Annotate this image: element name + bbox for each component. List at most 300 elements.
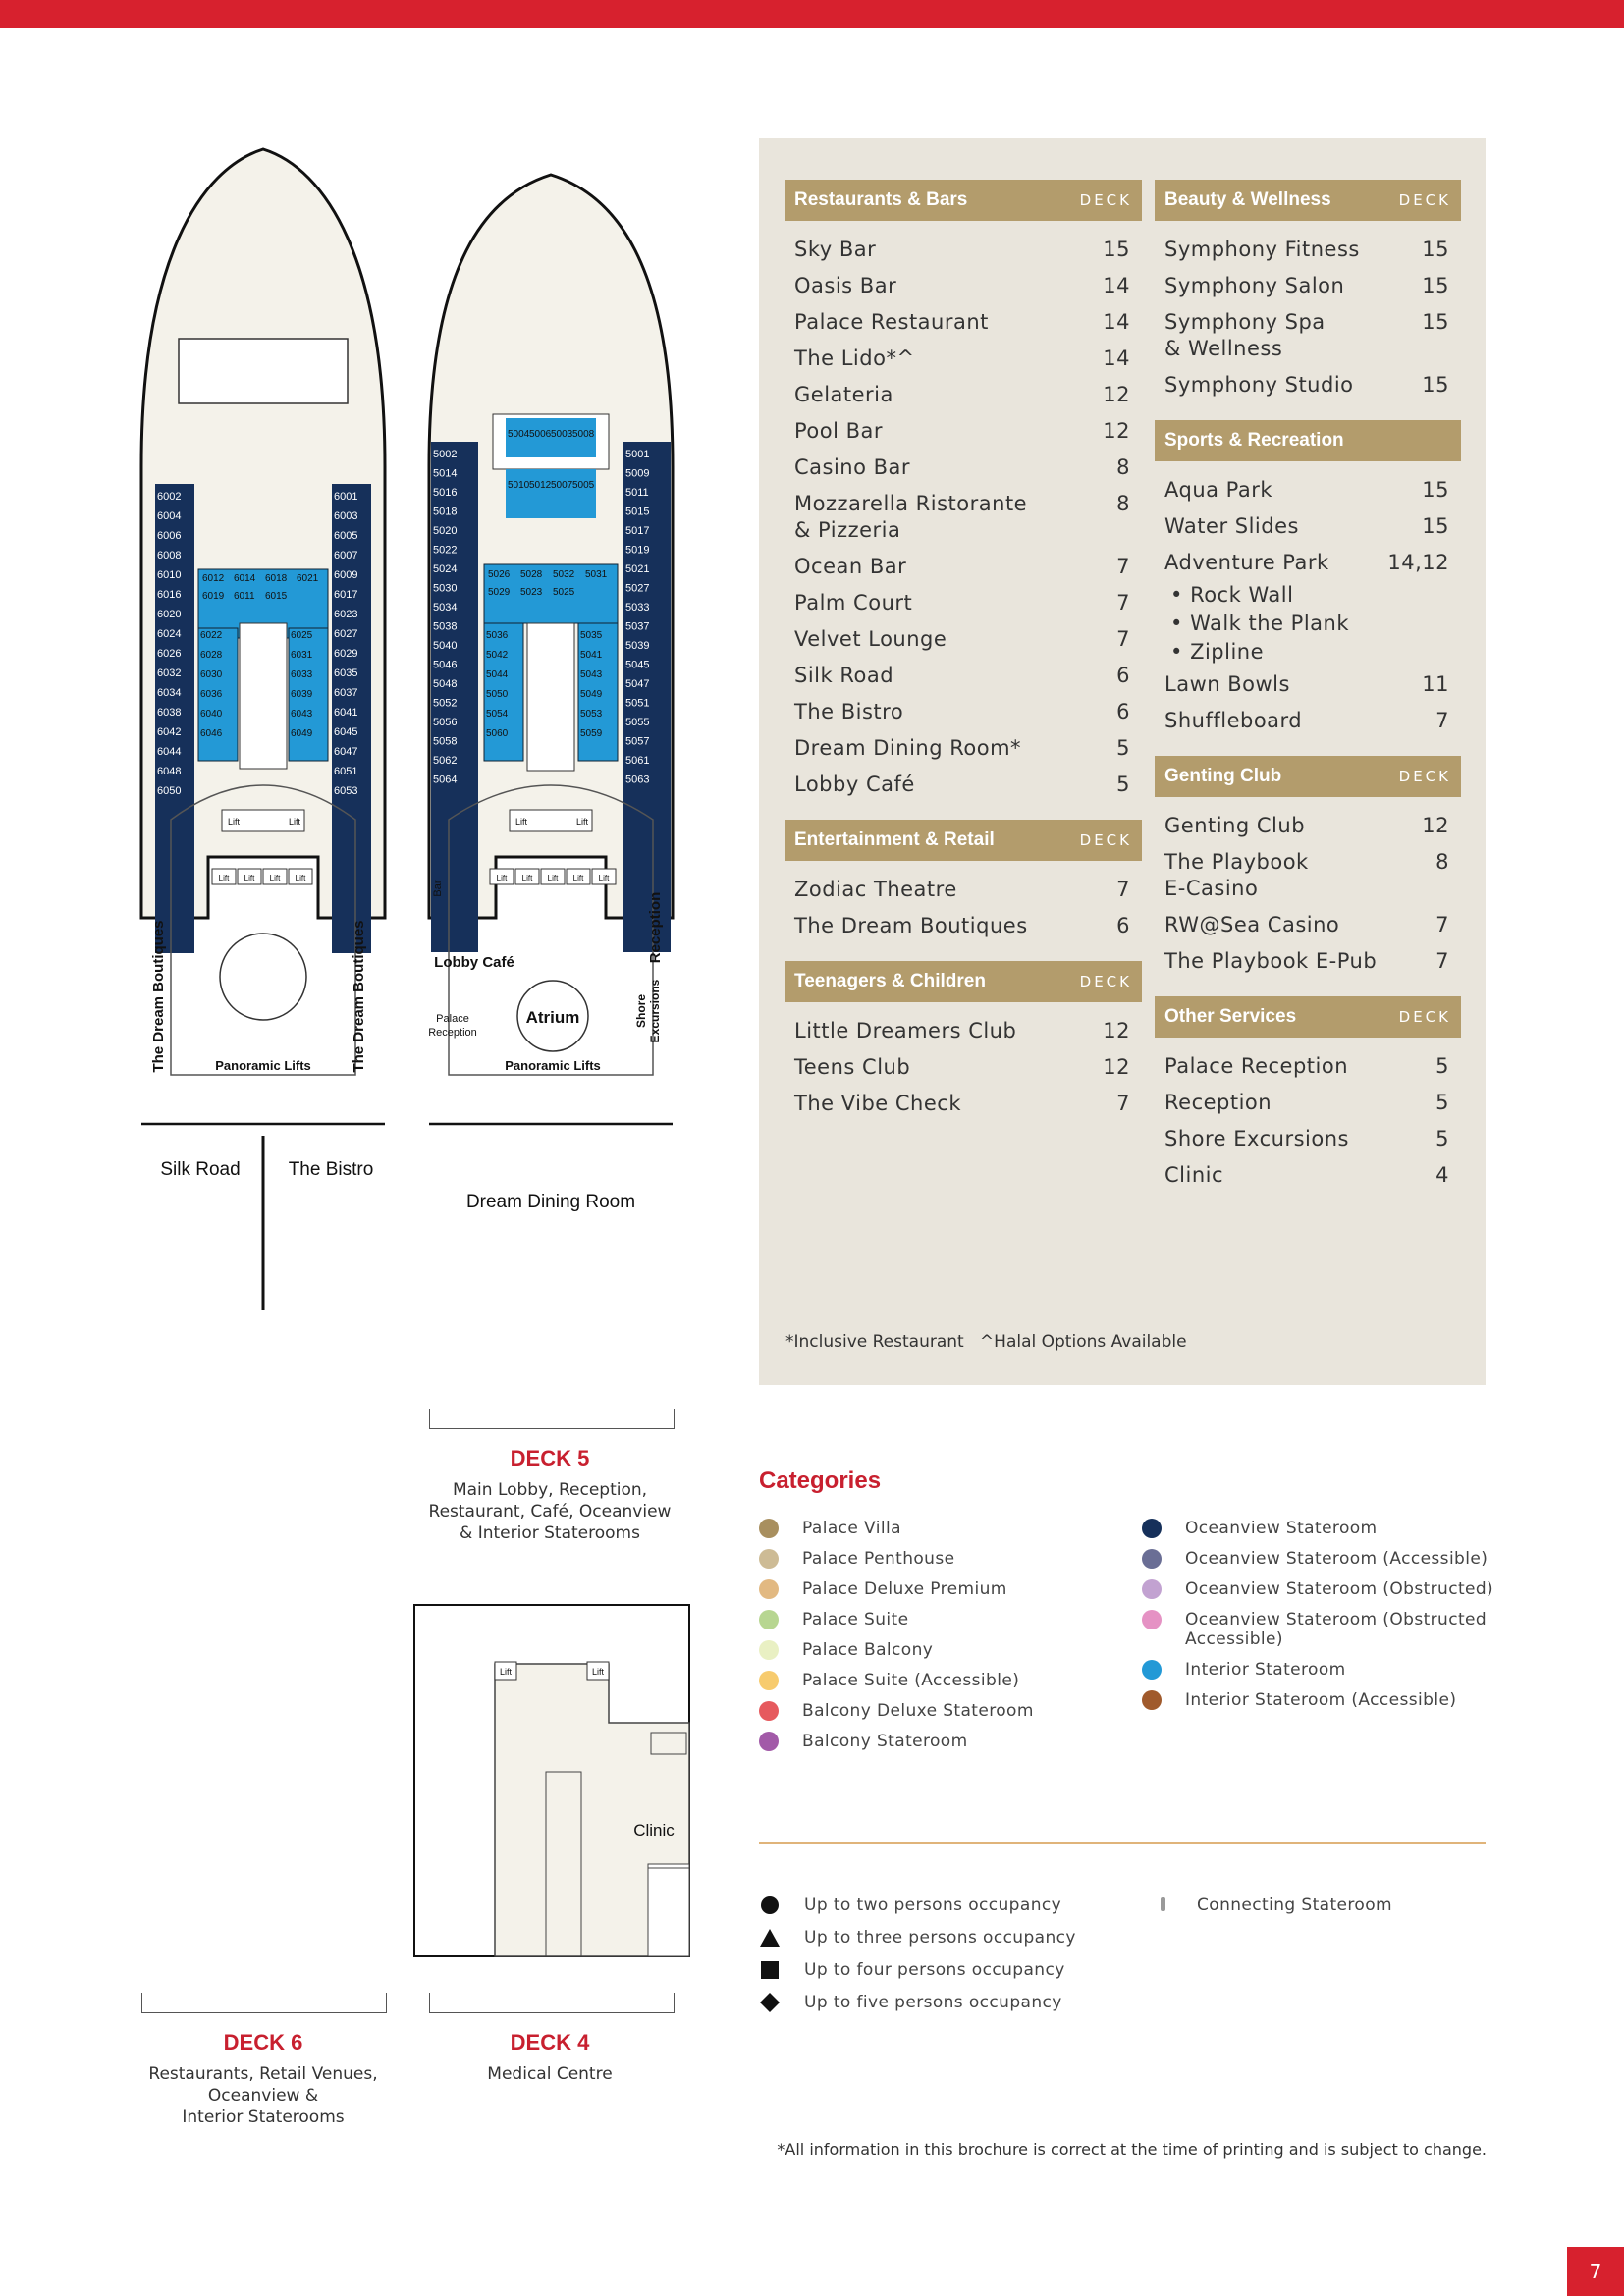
deck5-title: DECK 5: [510, 1446, 590, 1470]
cabin-number: 6033: [291, 669, 313, 680]
cabin-number: 6022: [200, 630, 223, 641]
venue-deck: 14: [1103, 347, 1130, 370]
venue-name: Zodiac Theatre: [794, 878, 957, 901]
cabin-number: 5022: [433, 544, 458, 557]
cabin-number: 6012: [202, 573, 225, 584]
cabin-number: 5002: [433, 449, 458, 460]
deck-label: DECK: [1079, 973, 1132, 990]
category-label: Palace Penthouse: [802, 1549, 955, 1569]
cabin-number: 6010: [157, 569, 182, 581]
cabin-number: 5063: [625, 774, 650, 786]
legend-label: Up to three persons occupancy: [804, 1928, 1076, 1948]
legend-item: [759, 1992, 1076, 2013]
sub-activity-name: Rock Wall: [1190, 583, 1294, 607]
cabin-number: 6036: [200, 689, 223, 700]
cabin-number: 6047: [334, 746, 358, 758]
cabin-number: 5045: [625, 659, 650, 671]
deck-plans: [128, 142, 697, 2127]
cabin-number: 6042: [157, 726, 182, 738]
deck5-bar-label: Bar: [432, 880, 444, 897]
cabin-number: 5009: [625, 467, 650, 480]
venue-deck: 5: [1435, 1091, 1449, 1114]
legend-item: [759, 1927, 1076, 1949]
entertainment-header: [785, 820, 1142, 861]
cabin-number: 6028: [200, 650, 223, 661]
venue-name: Silk Road: [794, 664, 894, 687]
venue-name: RW@Sea Casino: [1164, 913, 1340, 936]
teens-list: [785, 1018, 1142, 1117]
deck4-room: [648, 1868, 689, 1956]
cabin-number: 5004: [508, 429, 530, 440]
cabin-number: 6049: [291, 728, 313, 739]
cabin-number: 5014: [433, 467, 458, 480]
category-label: Palace Suite: [802, 1610, 909, 1629]
category-swatch-icon: [759, 1549, 779, 1569]
cabin-number: 6032: [157, 667, 182, 679]
cabin-number: 6046: [200, 728, 223, 739]
sub-activity-name: Zipline: [1190, 640, 1265, 664]
cabin-number: 5053: [580, 709, 603, 720]
deck6-bistro-label: The Bistro: [288, 1159, 374, 1180]
category-swatch-icon: [1142, 1549, 1162, 1569]
category-label: Palace Villa: [802, 1519, 901, 1538]
cabin-number: 6005: [334, 530, 358, 542]
lift-label: Lift: [521, 874, 533, 882]
venue-item: [794, 1018, 1130, 1044]
deck6-boutiques-left: The Dream Boutiques: [150, 920, 167, 1073]
cabin-number: 6011: [234, 591, 255, 602]
venue-item: [1164, 1053, 1449, 1080]
deck6-caption: [118, 2030, 408, 2128]
cabin-number: 6014: [234, 573, 256, 584]
cabin-number: 6019: [202, 591, 225, 602]
sub-activity: [1170, 639, 1449, 666]
deck5-palace-reception-label: Palace: [436, 1013, 469, 1025]
venue-item: [1164, 1126, 1449, 1152]
cabin-number: 6034: [157, 687, 182, 699]
legend-label: Up to two persons occupancy: [804, 1896, 1062, 1915]
deck5-panoramic-label: Panoramic Lifts: [505, 1058, 601, 1073]
cabin-number: 5040: [433, 640, 458, 652]
cabin-number: 6007: [334, 550, 358, 561]
deck5-caption: [412, 1446, 687, 1544]
restaurants-title: Restaurants & Bars: [794, 189, 968, 210]
venue-item: [794, 772, 1130, 798]
venue-deck: 15: [1422, 238, 1449, 261]
category-swatch-icon: [759, 1519, 779, 1538]
venue-name: Symphony Salon: [1164, 274, 1345, 297]
cabin-number: 6044: [157, 746, 182, 758]
venue-name: The Vibe Check: [794, 1092, 961, 1115]
cabin-number: 5044: [486, 669, 509, 680]
cabin-number: 5016: [433, 487, 458, 499]
lift-label: Lift: [218, 874, 230, 882]
venue-name: Pool Bar: [794, 419, 884, 443]
cabin-number: 6021: [297, 573, 319, 584]
venue-name: Genting Club: [1164, 814, 1306, 837]
cabin-number: 5010: [508, 480, 530, 491]
legend-label: Up to five persons occupancy: [804, 1993, 1062, 2012]
diamond-icon: [759, 1992, 781, 2013]
venue-item: [1164, 237, 1449, 263]
entertainment-list: [785, 877, 1142, 939]
venue-name: Adventure Park: [1164, 551, 1329, 574]
beauty-header: [1155, 180, 1461, 221]
beauty-list: [1155, 237, 1461, 399]
venue-item: [1164, 477, 1449, 504]
deck6-boutiques-right: The Dream Boutiques: [351, 920, 367, 1073]
category-label: Interior Stateroom (Accessible): [1185, 1690, 1457, 1710]
teens-header: [785, 961, 1142, 1002]
genting-list: [1155, 813, 1461, 975]
category-label: Palace Suite (Accessible): [802, 1671, 1020, 1690]
category-item: [1142, 1610, 1495, 1649]
venue-name: The Playbook E-Casino: [1164, 850, 1309, 900]
deck-label: DECK: [1398, 1008, 1451, 1026]
venue-item: [1164, 550, 1449, 576]
category-swatch-icon: [759, 1732, 779, 1751]
genting-header: [1155, 756, 1461, 797]
category-swatch-icon: [1142, 1690, 1162, 1710]
cabin-number: 5012: [529, 480, 552, 491]
cabin-number: 6020: [157, 609, 182, 620]
cabin-number: 5049: [580, 689, 603, 700]
lift-label: Lift: [591, 1667, 605, 1677]
cabin-number: 5035: [580, 630, 603, 641]
cabin-number: 6037: [334, 687, 358, 699]
cabin-number: 5032: [553, 569, 575, 580]
deck4-clinic-label: Clinic: [633, 1821, 675, 1840]
cabin-number: 5047: [625, 678, 650, 690]
venue-item: [794, 663, 1130, 689]
deck6-title: DECK 6: [223, 2030, 303, 2055]
cabin-number: 5020: [433, 525, 458, 537]
venue-item: [1164, 273, 1449, 299]
disclaimer: *All information in this brochure is correct at the time of printing and is subject to change.: [777, 2140, 1487, 2159]
cabin-number: 6016: [157, 589, 182, 601]
venue-name: The Bistro: [794, 700, 904, 723]
sports-header: [1155, 420, 1461, 461]
cabin-number: 5033: [625, 602, 650, 614]
venue-deck: 8: [1116, 455, 1130, 479]
cabin-number: 5051: [625, 697, 650, 710]
cabin-number: 5026: [488, 569, 511, 580]
sub-activity: [1170, 611, 1449, 637]
venue-item: [1164, 849, 1449, 902]
legend-item: [759, 1959, 1076, 1981]
venue-name: Aqua Park: [1164, 478, 1273, 502]
venue-name: Lawn Bowls: [1164, 672, 1290, 696]
cabin-number: 5018: [433, 506, 458, 518]
deck4-caption: [412, 2030, 687, 2085]
categories-section: [759, 1468, 1494, 1803]
cabin-number: 5054: [486, 709, 509, 720]
venue-name: Palace Reception: [1164, 1054, 1349, 1078]
cabin-number: 5005: [572, 480, 595, 491]
lift-label: Lift: [598, 874, 610, 882]
venue-item: [1164, 372, 1449, 399]
cabin-number: 5042: [486, 650, 509, 661]
venue-deck: 14: [1103, 310, 1130, 334]
category-swatch-icon: [759, 1640, 779, 1660]
venue-name: Dream Dining Room*: [794, 736, 1022, 760]
venue-deck: 5: [1435, 1127, 1449, 1150]
restaurants-list: [785, 237, 1142, 798]
venue-deck: 12: [1103, 419, 1130, 443]
cabin-number: 6053: [334, 785, 358, 797]
venue-deck: 7: [1116, 591, 1130, 614]
cabin-number: 5007: [551, 480, 573, 491]
deck-label: DECK: [1398, 191, 1451, 209]
cabin-number: 5064: [433, 774, 458, 786]
cabin-number: 6051: [334, 766, 358, 777]
venue-name: Symphony Fitness: [1164, 238, 1360, 261]
other-header: [1155, 996, 1461, 1038]
venue-deck: 12: [1103, 1019, 1130, 1042]
bullet-icon: •: [1170, 640, 1191, 664]
category-item: [759, 1701, 1034, 1721]
square-icon: [759, 1959, 781, 1981]
cabin-number: 5062: [433, 755, 458, 767]
venue-deck: 15: [1422, 310, 1449, 334]
venue-name: Water Slides: [1164, 514, 1299, 538]
deck4-title: DECK 4: [510, 2030, 590, 2055]
cabin-number: 5031: [585, 569, 608, 580]
bullet-icon: •: [1170, 612, 1191, 635]
cabin-number: 5001: [625, 449, 650, 460]
venue-item: [794, 346, 1130, 372]
cabin-number: 5017: [625, 525, 650, 537]
deck6-bow-area: [179, 339, 348, 403]
category-item: [1142, 1549, 1495, 1569]
venue-deck: 8: [1116, 492, 1130, 515]
cabin-number: 5019: [625, 544, 650, 557]
category-swatch-icon: [759, 1671, 779, 1690]
cabin-number: 5028: [520, 569, 543, 580]
venue-deck: 12: [1103, 1055, 1130, 1079]
category-label: Palace Balcony: [802, 1640, 934, 1660]
beauty-title: Beauty & Wellness: [1164, 189, 1331, 210]
category-swatch-icon: [759, 1579, 779, 1599]
venue-item: [1164, 948, 1449, 975]
venue-panel: [759, 138, 1486, 1385]
cabin-number: 6026: [157, 648, 182, 660]
category-label: Oceanview Stateroom (Accessible): [1185, 1549, 1489, 1569]
venue-name: Symphony Spa & Wellness: [1164, 310, 1326, 360]
cabin-number: 6004: [157, 510, 182, 522]
cabin-number: 5060: [486, 728, 509, 739]
connecting-bar-icon: [1152, 1895, 1173, 1916]
entertainment-title: Entertainment & Retail: [794, 829, 995, 850]
lift-label: Lift: [295, 874, 306, 882]
categories-title: Categories: [759, 1468, 882, 1494]
venue-deck: 7: [1435, 949, 1449, 973]
bullet-icon: •: [1170, 583, 1191, 607]
cabin-number: 6041: [334, 707, 358, 719]
cabin-number: 5021: [625, 563, 650, 575]
category-item: [1142, 1579, 1495, 1599]
category-swatch-icon: [1142, 1519, 1162, 1538]
venue-name: Symphony Studio: [1164, 373, 1354, 397]
deck6-panoramic-label: Panoramic Lifts: [215, 1058, 311, 1073]
cabin-number: 6043: [291, 709, 313, 720]
venue-name: Ocean Bar: [794, 555, 907, 578]
teens-title: Teenagers & Children: [794, 971, 986, 991]
category-label: Oceanview Stateroom (Obstructed Accessible): [1185, 1610, 1488, 1649]
cabin-number: 5034: [433, 602, 458, 614]
lift-label: Lift: [572, 874, 584, 882]
circle-icon: [759, 1895, 781, 1916]
cabin-number: 5039: [625, 640, 650, 652]
cabin-number: 6024: [157, 628, 182, 640]
category-item: [759, 1640, 1034, 1660]
cabin-number: 5056: [433, 717, 458, 728]
cabin-number: 5050: [486, 689, 509, 700]
venue-deck: 7: [1116, 555, 1130, 578]
venue-deck: 15: [1422, 478, 1449, 502]
category-label: Balcony Deluxe Stateroom: [802, 1701, 1034, 1721]
venue-name: Teens Club: [794, 1055, 911, 1079]
venue-deck: 4: [1435, 1163, 1449, 1187]
venue-name: The Lido*^: [794, 347, 915, 370]
legend-connecting-label: Connecting Stateroom: [1197, 1896, 1392, 1915]
venue-deck: 7: [1435, 913, 1449, 936]
cabin-number: 5015: [625, 506, 650, 518]
genting-title: Genting Club: [1164, 766, 1282, 786]
venue-name: Casino Bar: [794, 455, 911, 479]
triangle-icon: [759, 1927, 781, 1949]
cabin-number: 5025: [553, 587, 575, 598]
cabin-number: 5008: [572, 429, 595, 440]
category-swatch-icon: [759, 1610, 779, 1629]
category-swatch-icon: [1142, 1660, 1162, 1680]
cabin-number: 6025: [291, 630, 313, 641]
cabin-number: 5041: [580, 650, 603, 661]
legend-label: Up to four persons occupancy: [804, 1960, 1065, 1980]
category-label: Palace Deluxe Premium: [802, 1579, 1007, 1599]
cabin-number: 6027: [334, 628, 358, 640]
cabin-number: 5055: [625, 717, 650, 728]
venue-item: [794, 237, 1130, 263]
cabin-number: 6031: [291, 650, 313, 661]
cabin-number: 6030: [200, 669, 223, 680]
venue-deck: 15: [1103, 238, 1130, 261]
venue-item: [794, 590, 1130, 616]
deck6-subtitle: Restaurants, Retail Venues, Oceanview & Interior Staterooms: [148, 2064, 378, 2127]
venue-deck: 6: [1116, 700, 1130, 723]
cabin-number: 5030: [433, 582, 458, 595]
deck5-reception-label: Reception: [647, 891, 664, 964]
categories-left: [759, 1519, 1034, 1762]
venue-deck: 5: [1116, 736, 1130, 760]
cabin-number: 5029: [488, 587, 511, 598]
cabin-number: 5024: [433, 563, 458, 575]
category-swatch-icon: [759, 1701, 779, 1721]
venue-name: Mozzarella Ristorante & Pizzeria: [794, 492, 1028, 542]
cabin-number: 6017: [334, 589, 358, 601]
cabin-number: 6050: [157, 785, 182, 797]
cabin-number: 6040: [200, 709, 223, 720]
venue-name: Reception: [1164, 1091, 1272, 1114]
cabin-number: 5027: [625, 582, 650, 595]
lift-label: Lift: [496, 874, 508, 882]
cabin-number: 6023: [334, 609, 358, 620]
category-item: [759, 1671, 1034, 1690]
panel-footnote: *Inclusive Restaurant ^Halal Options Available: [785, 1332, 1187, 1352]
deck4-bracket: [429, 1993, 675, 2013]
cabin-number: 6015: [265, 591, 288, 602]
venue-item: [794, 491, 1130, 544]
category-label: Oceanview Stateroom: [1185, 1519, 1378, 1538]
cabin-number: 5036: [486, 630, 509, 641]
venue-item: [1164, 708, 1449, 734]
deck5-dining-label: Dream Dining Room: [465, 1192, 636, 1212]
venue-name: Velvet Lounge: [794, 627, 947, 651]
venue-item: [1164, 912, 1449, 938]
venue-deck: 15: [1422, 373, 1449, 397]
category-item: [759, 1610, 1034, 1629]
cabin-number: 5048: [433, 678, 458, 690]
venue-item: [1164, 813, 1449, 839]
venue-name: Lobby Café: [794, 773, 915, 796]
category-swatch-icon: [1142, 1610, 1162, 1629]
venue-item: [794, 1054, 1130, 1081]
deck6-atrium-void: [220, 934, 306, 1020]
page-number: 7: [1567, 2247, 1624, 2296]
venue-deck: 14: [1103, 274, 1130, 297]
cabin-number: 5059: [580, 728, 603, 739]
deck-plan-drawing: [128, 142, 697, 1978]
venue-deck: 8: [1435, 850, 1449, 874]
cabin-number: 6003: [334, 510, 358, 522]
panel-left-column: [785, 180, 1142, 1139]
categories-right: [1142, 1519, 1495, 1721]
venue-name: Shuffleboard: [1164, 709, 1303, 732]
venue-item: [794, 913, 1130, 939]
venue-deck: 14,12: [1387, 551, 1449, 574]
category-label: Interior Stateroom: [1185, 1660, 1346, 1680]
venue-deck: 15: [1422, 514, 1449, 538]
venue-item: [794, 273, 1130, 299]
category-swatch-icon: [1142, 1579, 1162, 1599]
cabin-number: 5046: [433, 659, 458, 671]
deck6-core: [240, 623, 287, 769]
venue-item: [794, 309, 1130, 336]
venue-name: The Playbook E-Pub: [1164, 949, 1378, 973]
venue-name: Shore Excursions: [1164, 1127, 1349, 1150]
cabin-number: 5023: [520, 587, 543, 598]
lift-label: Lift: [547, 874, 559, 882]
section-divider: [759, 1842, 1486, 1844]
venue-item: [1164, 513, 1449, 540]
legend-item: [759, 1895, 1076, 1916]
deck5-bow-cabins-bottom: [506, 469, 596, 518]
venue-item: [794, 418, 1130, 445]
venue-deck: 7: [1435, 709, 1449, 732]
panel-right-column: [1155, 180, 1461, 1210]
lift-label: Lift: [575, 817, 589, 827]
venue-name: The Dream Boutiques: [794, 914, 1028, 937]
cabin-number: 5038: [433, 620, 458, 633]
category-item: [759, 1579, 1034, 1599]
deck5-shore-label: Shore: [634, 993, 648, 1029]
cabin-number: 6008: [157, 550, 182, 561]
deck5-atrium-label: Atrium: [525, 1008, 580, 1027]
cabin-number: 5043: [580, 669, 603, 680]
venue-item: [1164, 309, 1449, 362]
sub-activity-name: Walk the Plank: [1190, 612, 1349, 635]
deck5-shore-label: Excursions: [648, 979, 662, 1043]
